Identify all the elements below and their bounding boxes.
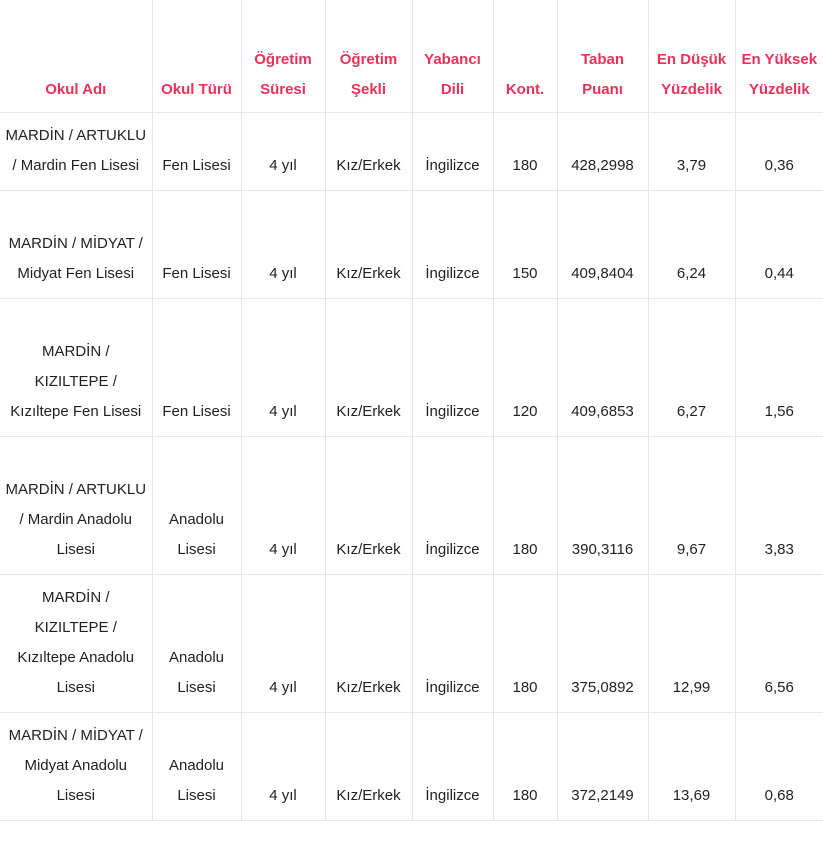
cell-okul-turu: Anadolu Lisesi	[152, 575, 241, 713]
cell-taban-puani: 428,2998	[557, 113, 648, 191]
cell-taban-puani: 372,2149	[557, 713, 648, 821]
header-okul-turu: Okul Türü	[152, 0, 241, 113]
cell-okul-turu: Anadolu Lisesi	[152, 713, 241, 821]
cell-ogretim-sekli: Kız/Erkek	[325, 575, 412, 713]
cell-okul-turu: Anadolu Lisesi	[152, 437, 241, 575]
table-row	[0, 437, 823, 575]
cell-okul-adi: MARDİN / ARTUKLU / Mardin Fen Lisesi	[0, 113, 152, 191]
table-row	[0, 575, 823, 713]
cell-yabanci-dili: İngilizce	[412, 191, 493, 299]
cell-kontenjan: 180	[493, 113, 557, 191]
cell-en-yuksek-yuzdelik: 0,44	[735, 191, 823, 299]
cell-kontenjan: 180	[493, 437, 557, 575]
table-row	[0, 113, 823, 191]
cell-ogretim-sekli: Kız/Erkek	[325, 191, 412, 299]
cell-en-dusuk-yuzdelik: 6,24	[648, 191, 735, 299]
header-taban-puani: Taban Puanı	[557, 0, 648, 113]
cell-okul-adi: MARDİN / MİDYAT / Midyat Anadolu Lisesi	[0, 713, 152, 821]
cell-yabanci-dili: İngilizce	[412, 437, 493, 575]
cell-yabanci-dili: İngilizce	[412, 713, 493, 821]
cell-taban-puani: 390,3116	[557, 437, 648, 575]
cell-en-dusuk-yuzdelik: 13,69	[648, 713, 735, 821]
cell-ogretim-sekli: Kız/Erkek	[325, 437, 412, 575]
table-row	[0, 191, 823, 299]
table-row	[0, 299, 823, 437]
cell-ogretim-suresi: 4 yıl	[241, 575, 325, 713]
cell-kontenjan: 120	[493, 299, 557, 437]
cell-kontenjan: 180	[493, 575, 557, 713]
cell-en-dusuk-yuzdelik: 3,79	[648, 113, 735, 191]
cell-ogretim-sekli: Kız/Erkek	[325, 299, 412, 437]
cell-yabanci-dili: İngilizce	[412, 299, 493, 437]
cell-taban-puani: 409,8404	[557, 191, 648, 299]
cell-ogretim-suresi: 4 yıl	[241, 299, 325, 437]
cell-kontenjan: 150	[493, 191, 557, 299]
table-row	[0, 713, 823, 821]
cell-en-yuksek-yuzdelik: 0,36	[735, 113, 823, 191]
header-en-yuksek-yuzdelik: En Yüksek Yüzdelik	[735, 0, 823, 113]
cell-ogretim-suresi: 4 yıl	[241, 437, 325, 575]
cell-en-yuksek-yuzdelik: 1,56	[735, 299, 823, 437]
cell-ogretim-suresi: 4 yıl	[241, 713, 325, 821]
cell-en-yuksek-yuzdelik: 3,83	[735, 437, 823, 575]
cell-taban-puani: 409,6853	[557, 299, 648, 437]
cell-okul-adi: MARDİN / MİDYAT / Midyat Fen Lisesi	[0, 191, 152, 299]
cell-en-dusuk-yuzdelik: 9,67	[648, 437, 735, 575]
header-row	[0, 0, 823, 113]
cell-ogretim-sekli: Kız/Erkek	[325, 113, 412, 191]
cell-en-dusuk-yuzdelik: 12,99	[648, 575, 735, 713]
cell-okul-turu: Fen Lisesi	[152, 191, 241, 299]
cell-okul-turu: Fen Lisesi	[152, 299, 241, 437]
cell-okul-turu: Fen Lisesi	[152, 113, 241, 191]
header-okul-adi: Okul Adı	[0, 0, 152, 113]
cell-ogretim-suresi: 4 yıl	[241, 113, 325, 191]
cell-en-yuksek-yuzdelik: 6,56	[735, 575, 823, 713]
header-en-dusuk-yuzdelik: En Düşük Yüzdelik	[648, 0, 735, 113]
cell-ogretim-sekli: Kız/Erkek	[325, 713, 412, 821]
header-ogretim-suresi: Öğretim Süresi	[241, 0, 325, 113]
cell-en-yuksek-yuzdelik: 0,68	[735, 713, 823, 821]
cell-taban-puani: 375,0892	[557, 575, 648, 713]
cell-okul-adi: MARDİN / ARTUKLU / Mardin Anadolu Lisesi	[0, 437, 152, 575]
cell-en-dusuk-yuzdelik: 6,27	[648, 299, 735, 437]
header-ogretim-sekli: Öğretim Şekli	[325, 0, 412, 113]
cell-kontenjan: 180	[493, 713, 557, 821]
cell-okul-adi: MARDİN / KIZILTEPE / Kızıltepe Anadolu Lisesi	[0, 575, 152, 713]
cell-yabanci-dili: İngilizce	[412, 113, 493, 191]
cell-yabanci-dili: İngilizce	[412, 575, 493, 713]
header-kontenjan: Kont.	[493, 0, 557, 113]
cell-okul-adi: MARDİN / KIZILTEPE / Kızıltepe Fen Lisesi	[0, 299, 152, 437]
header-yabanci-dili: Yabancı Dili	[412, 0, 493, 113]
cell-ogretim-suresi: 4 yıl	[241, 191, 325, 299]
